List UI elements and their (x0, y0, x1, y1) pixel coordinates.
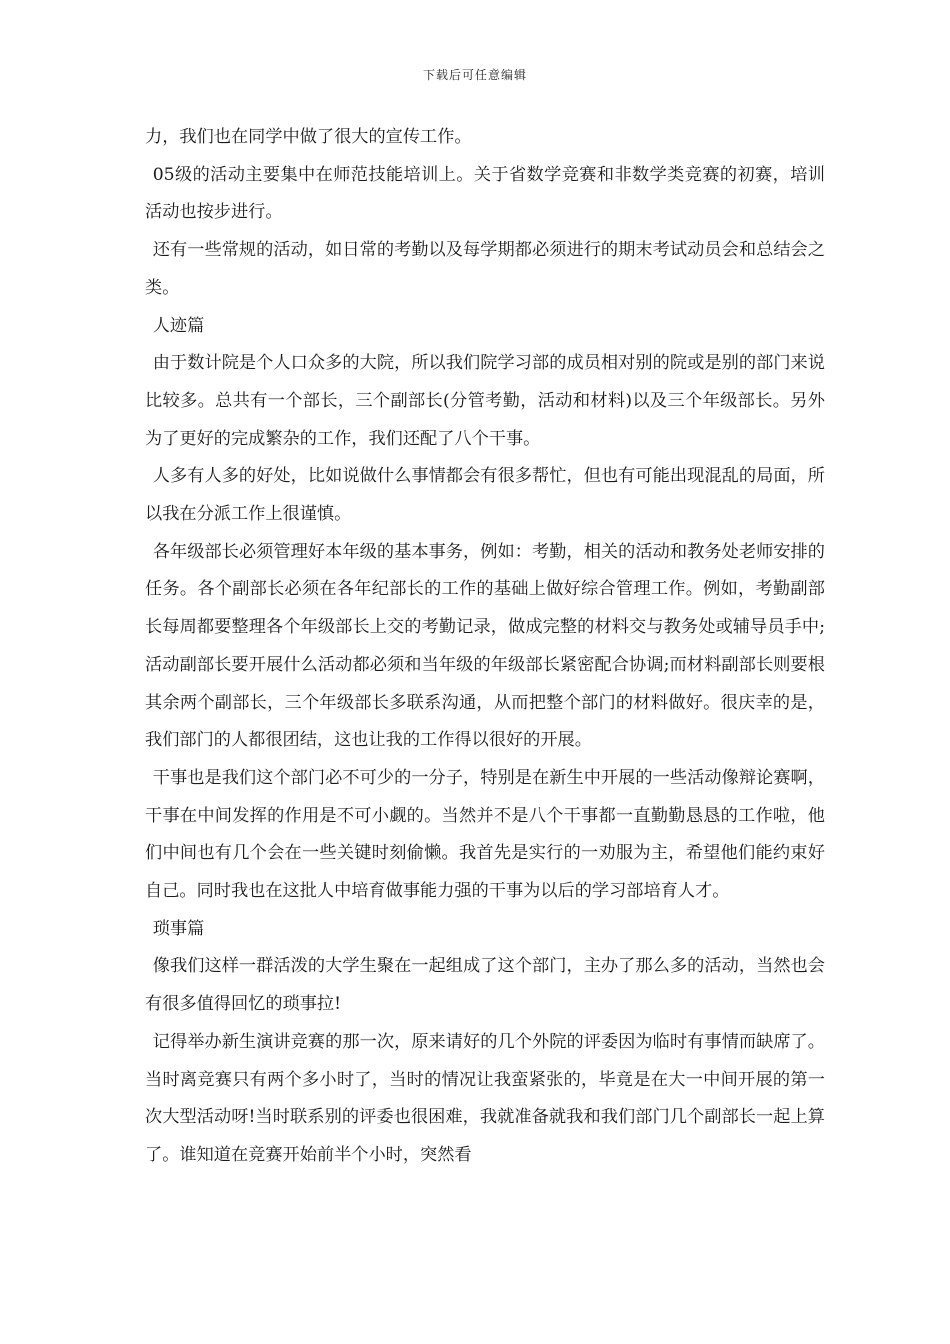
section-heading-renji: 人迹篇 (152, 315, 205, 336)
paragraph-1: 力，我们也在同学中做了很大的宣传工作。 (145, 127, 472, 147)
paragraph-3: 还有一些常规的活动，如日常的考勤以及每学期都必须进行的期末考试动员会和总结会之类。 (145, 240, 825, 298)
page-header: 下载后可任意编辑 (422, 68, 527, 82)
paragraph-5: 由于数计院是个人口众多的大院，所以我们院学习部的成员相对别的院或是别的部门来说比较多。总共有一个部长，三个副部长(分管考勤，活动和材料)以及三个年级部长。另外为了更好的完成繁杂的工作，我们还配了八个干事。 (145, 353, 825, 449)
paragraph-10: 像我们这样一群活泼的大学生聚在一起组成了这个部门，主办了那么多的活动，当然也会有很多值得回忆的琐事拉! (145, 956, 825, 1015)
paragraph-11: 记得举办新生演讲竞赛的那一次，原来请好的几个外院的评委因为临时有事情而缺席了。当时离竞赛只有两个多小时了，当时的情况让我蛮紧张的，毕竟是在大一中间开展的第一次大型活动呀!当时联系别的评委也很困难，我就准备就我和我们部门几个副部长一起上算了。谁知道在竞赛开始前半个小时，突然看 (145, 1031, 825, 1165)
body-text (145, 119, 825, 1175)
paragraph-6: 人多有人多的好处，比如说做什么事情都会有很多帮忙，但也有可能出现混乱的局面，所以我在分派工作上很谨慎。 (145, 466, 825, 525)
paragraph-8: 干事也是我们这个部门必不可少的一分子，特别是在新生中开展的一些活动像辩论赛啊，干事在中间发挥的作用是不可小觑的。当然并不是八个干事都一直勤勤恳恳的工作啦，他们中间也有几个会在一些关键时刻偷懒。我首先是实行的一劝服为主，希望他们能约束好自己。同时我也在这批人中培育做事能力强的干事为以后的学习部培育人才。 (145, 767, 825, 902)
paragraph-7: 各年级部长必须管理好本年级的基本事务，例如：考勤，相关的活动和教务处老师安排的任务。各个副部长必须在各年纪部长的工作的基础上做好综合管理工作。例如，考勤副部长每周都要整理各个年级部长上交的考勤记录，做成完整的材料交与教务处或辅导员手中;活动副部长要开展什么活动都必须和当年级的年级部长紧密配合协调;而材料副部长则要根其余两个副部长，三个年级部长多联系沟通，从而把整个部门的材料做好。很庆幸的是，我们部门的人都很团结，这也让我的工作得以很好的开展。 (145, 541, 825, 751)
paragraph-2: 05级的活动主要集中在师范技能培训上。关于省数学竞赛和非数学类竞赛的初赛，培训活动也按步进行。 (145, 164, 825, 223)
section-heading-suoshi: 琐事篇 (152, 918, 205, 939)
